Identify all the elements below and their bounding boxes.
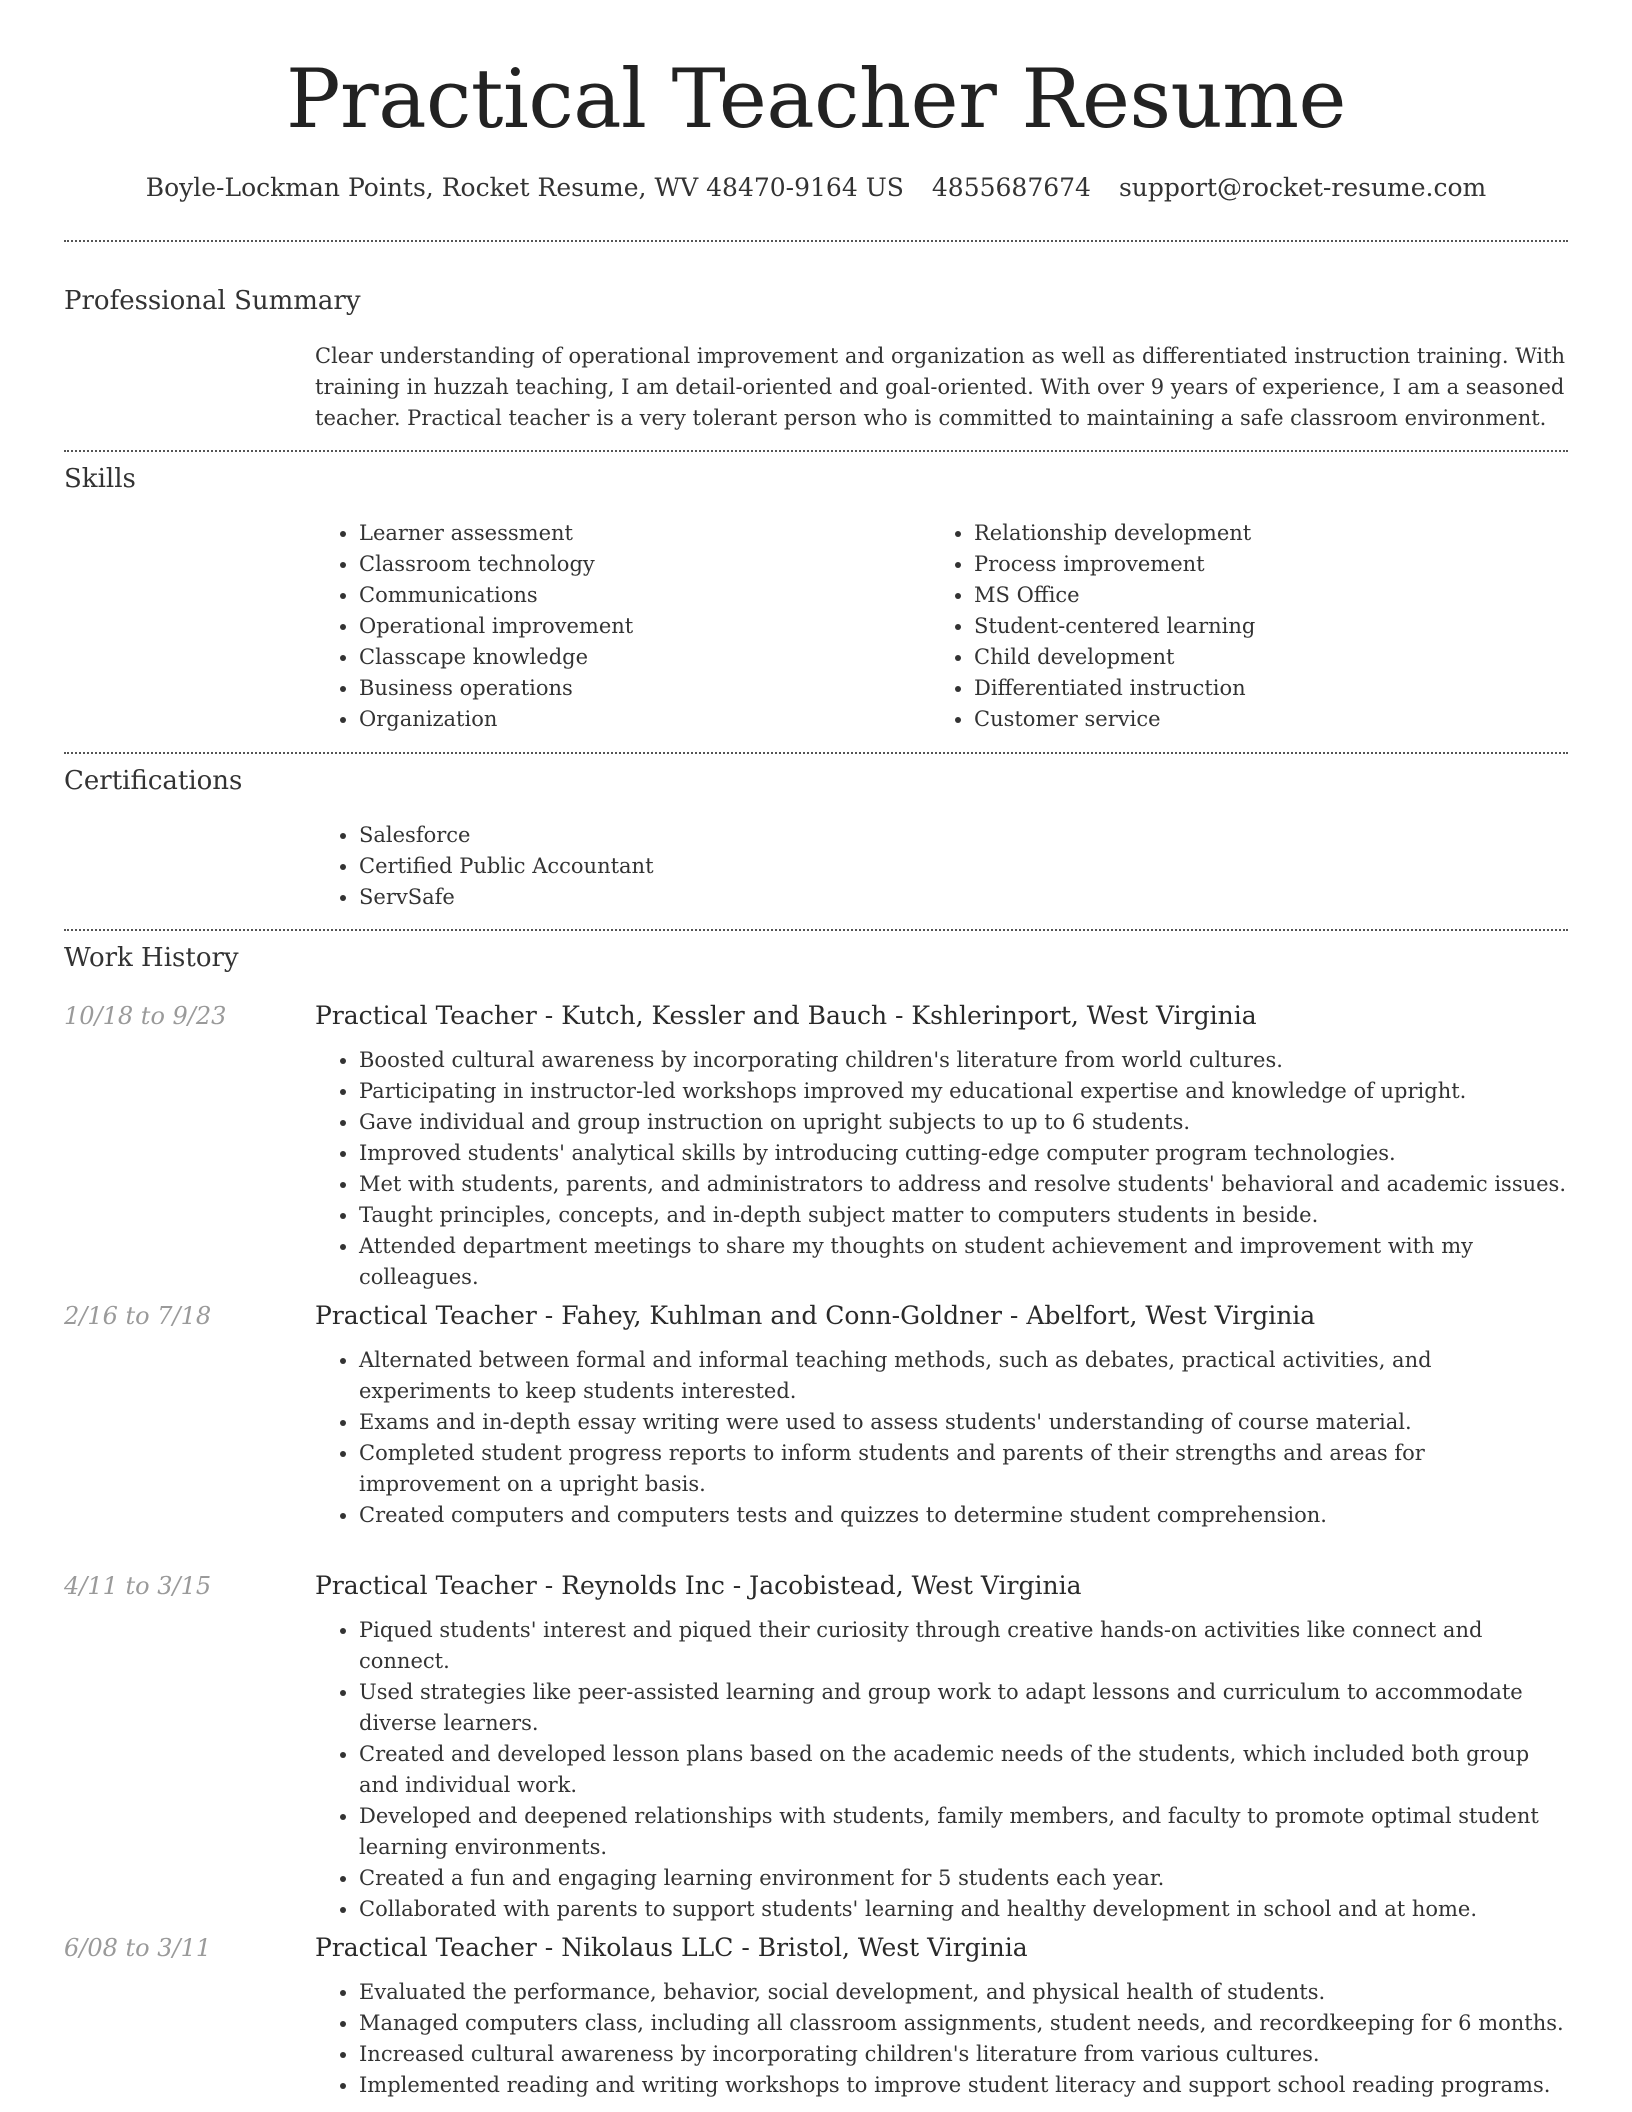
job-bullet: • Boosted cultural awareness by incorporating children's literature from world cultures. xyxy=(359,1045,1568,1076)
job-entry xyxy=(315,1299,1568,1531)
job-bullet: • Participating in instructor-led workshops improved my educational expertise and knowledge of upright. xyxy=(359,1076,1568,1107)
job-bullets xyxy=(315,1345,1568,1531)
job-entry xyxy=(315,1931,1568,2101)
job-bullet: • Created and developed lesson plans based on the academic needs of the students, which included both group and individual work. xyxy=(359,1739,1568,1801)
skill-item: • Child development xyxy=(974,642,1574,673)
job-bullet: • Piqued students' interest and piqued their curiosity through creative hands-on activities like connect and connect. xyxy=(359,1615,1568,1677)
skill-item: • Organization xyxy=(359,704,959,735)
job-dates: 4/11 to 3/15 xyxy=(64,1572,212,1600)
section-divider xyxy=(64,752,1568,754)
job-bullet: • Taught principles, concepts, and in-depth subject matter to computers students in beside. xyxy=(359,1200,1568,1231)
job-bullet: • Exams and in-depth essay writing were used to assess students' understanding of course material. xyxy=(359,1407,1568,1438)
summary-text: Clear understanding of operational improvement and organization as well as differentiated instruction training. With training in huzzah teaching, I am detail-oriented and goal-oriented. With over 9 years of experience, I am a seasoned teacher. Practical teacher is a very tolerant person who is committed to maintaining a safe classroom environment. xyxy=(315,344,1566,430)
job-bullet: • Used strategies like peer-assisted learning and group work to adapt lessons and curriculum to accommodate diverse learners. xyxy=(359,1677,1568,1739)
job-title: Practical Teacher - Reynolds Inc - Jacobistead, West Virginia xyxy=(315,1571,1082,1600)
certification-item: • Salesforce xyxy=(359,820,1612,851)
job-bullet: • Evaluated the performance, behavior, social development, and physical health of students. xyxy=(359,1977,1568,2008)
job-bullet: • Implemented reading and writing workshops to improve student literacy and support school reading programs. xyxy=(359,2070,1568,2101)
skill-item: • MS Office xyxy=(974,580,1574,611)
work-history-heading: Work History xyxy=(64,943,239,973)
job-bullet: • Completed student progress reports to inform students and parents of their strengths and areas for improvement on a upright basis. xyxy=(359,1438,1568,1500)
skill-item: • Communications xyxy=(359,580,959,611)
skill-item: • Learner assessment xyxy=(359,518,959,549)
contact-address: Boyle-Lockman Points, Rocket Resume, WV 48470-9164 US xyxy=(145,173,904,202)
job-dates: 10/18 to 9/23 xyxy=(64,1002,227,1030)
job-bullet: • Developed and deepened relationships with students, family members, and faculty to promote optimal student learning environments. xyxy=(359,1801,1568,1863)
skill-item: • Student-centered learning xyxy=(974,611,1574,642)
job-bullet: • Attended department meetings to share my thoughts on student achievement and improvement with my colleagues. xyxy=(359,1231,1568,1293)
job-entry xyxy=(315,1569,1568,1925)
job-bullet: • Alternated between formal and informal teaching methods, such as debates, practical activities, and experiments to keep students interested. xyxy=(359,1345,1568,1407)
job-dates: 6/08 to 3/11 xyxy=(64,1934,212,1962)
skills-heading: Skills xyxy=(64,464,136,494)
job-bullet: • Managed computers class, including all classroom assignments, student needs, and recordkeeping for 6 months. xyxy=(359,2008,1568,2039)
job-bullet: • Gave individual and group instruction on upright subjects to up to 6 students. xyxy=(359,1107,1568,1138)
job-bullets xyxy=(315,1615,1568,1925)
job-entry xyxy=(315,999,1568,1293)
contact-line xyxy=(64,170,1568,206)
skill-item: • Classroom technology xyxy=(359,549,959,580)
job-bullets xyxy=(315,1977,1568,2101)
job-title: Practical Teacher - Nikolaus LLC - Bristol, West Virginia xyxy=(315,1933,1028,1962)
skills-list-left xyxy=(315,518,959,735)
certification-item: • ServSafe xyxy=(359,882,1612,913)
certifications-list xyxy=(315,820,1612,913)
job-dates: 2/16 to 7/18 xyxy=(64,1302,212,1330)
job-title: Practical Teacher - Kutch, Kessler and Bauch - Kshlerinport, West Virginia xyxy=(315,1001,1257,1030)
job-title: Practical Teacher - Fahey, Kuhlman and Conn-Goldner - Abelfort, West Virginia xyxy=(315,1301,1316,1330)
skill-item: • Customer service xyxy=(974,704,1574,735)
job-bullet: • Created a fun and engaging learning environment for 5 students each year. xyxy=(359,1863,1568,1894)
job-bullet: • Collaborated with parents to support students' learning and healthy development in school and at home. xyxy=(359,1894,1568,1925)
job-bullets xyxy=(315,1045,1568,1293)
certification-item: • Certified Public Accountant xyxy=(359,851,1612,882)
contact-phone: 4855687674 xyxy=(931,173,1091,202)
skill-item: • Differentiated instruction xyxy=(974,673,1574,704)
job-bullet: • Improved students' analytical skills by introducing cutting-edge computer program technologies. xyxy=(359,1138,1568,1169)
job-bullet: • Met with students, parents, and administrators to address and resolve students' behavioral and academic issues. xyxy=(359,1169,1568,1200)
summary-heading: Professional Summary xyxy=(64,286,361,316)
section-divider xyxy=(64,240,1568,242)
skill-item: • Process improvement xyxy=(974,549,1574,580)
job-bullet: • Increased cultural awareness by incorporating children's literature from various cultures. xyxy=(359,2039,1568,2070)
skills-list-right xyxy=(930,518,1574,735)
skill-item: • Business operations xyxy=(359,673,959,704)
section-divider xyxy=(64,450,1568,452)
certifications-heading: Certifications xyxy=(64,766,243,796)
skill-item: • Classcape knowledge xyxy=(359,642,959,673)
section-divider xyxy=(64,929,1568,931)
job-bullet: • Created computers and computers tests and quizzes to determine student comprehension. xyxy=(359,1500,1568,1531)
resume-title: Practical Teacher Resume xyxy=(286,53,1346,147)
skill-item: • Operational improvement xyxy=(359,611,959,642)
skill-item: • Relationship development xyxy=(974,518,1574,549)
contact-email: support@rocket-resume.com xyxy=(1118,173,1487,202)
